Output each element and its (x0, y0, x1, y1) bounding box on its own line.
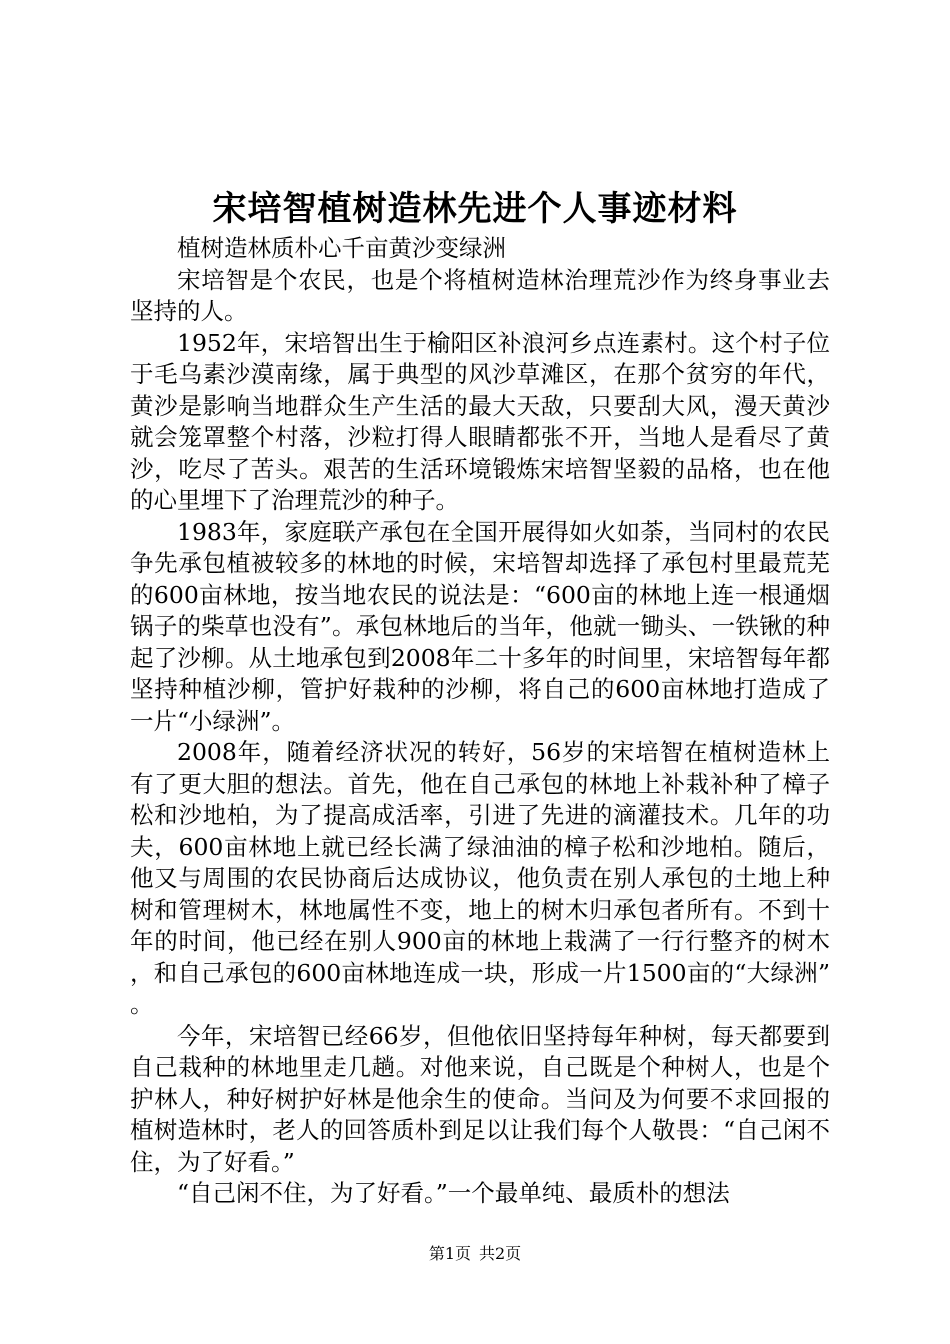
paragraph: 今年，宋培智已经66岁，但他依旧坚持每年种树，每天都要到自己栽种的林地里走几趟。对他来说，自己既是个种树人，也是个护林人，种好树护好林是他余生的使命。当问及为何要不求回报的植树造林时，老人的回答质朴到足以让我们每个人敬畏：“自己闲不住，为了好看。” (130, 1021, 830, 1176)
paragraph: “自己闲不住，为了好看。”一个最单纯、最质朴的想法 (177, 1179, 730, 1207)
paragraph: 2008年，随着经济状况的转好，56岁的宋培智在植树造林上有了更大胆的想法。首先，他在自己承包的林地上补栽补种了樟子松和沙地柏，为了提高成活率，引进了先进的滴灌技术。几年的功夫，600亩林地上就已经长满了绿油油的樟子松和沙地柏。随后，他又与周围的农民协商后达成协议，他负责在别人承包的土地上种树和管理树木，林地属性不变，地上的树木归承包者所有。不到十年的时间，他已经在别人900亩的林地上栽满了一行行整齐的树木，和自己承包的600亩林地连成一块，形成一片1500亩的“大绿洲”。 (130, 738, 830, 1018)
page-total: 共2页 (479, 1244, 522, 1263)
document-body (130, 233, 830, 1210)
page-footer (0, 1244, 950, 1264)
paragraph: 1983年，家庭联产承包在全国开展得如火如荼，当同村的农民争先承包植被较多的林地的时候，宋培智却选择了承包村里最荒芜的600亩林地，按当地农民的说法是：“600亩的林地上连一根通烟锅子的柴草也没有”。承包林地后的当年，他就一锄头、一铁锹的种起了沙柳。从土地承包到2008年二十多年的时间里，宋培智每年都坚持种植沙柳，管护好栽种的沙柳，将自己的600亩林地打造成了一片“小绿洲”。 (130, 517, 830, 735)
page-number: 第1页 (428, 1244, 471, 1263)
document-subtitle: 植树造林质朴心千亩黄沙变绿洲 (177, 234, 506, 262)
document-title: 宋培智植树造林先进个人事迹材料 (212, 189, 738, 229)
paragraph: 宋培智是个农民，也是个将植树造林治理荒沙作为终身事业去坚持的人。 (130, 265, 830, 325)
paragraph: 1952年，宋培智出生于榆阳区补浪河乡点连素村。这个村子位于毛乌素沙漠南缘，属于典型的风沙草滩区，在那个贫穷的年代，黄沙是影响当地群众生产生活的最大天敌，只要刮大风，漫天黄沙就会笼罩整个村落，沙粒打得人眼睛都张不开，当地人是看尽了黄沙，吃尽了苦头。艰苦的生活环境锻炼宋培智坚毅的品格，也在他的心里埋下了治理荒沙的种子。 (130, 328, 830, 514)
